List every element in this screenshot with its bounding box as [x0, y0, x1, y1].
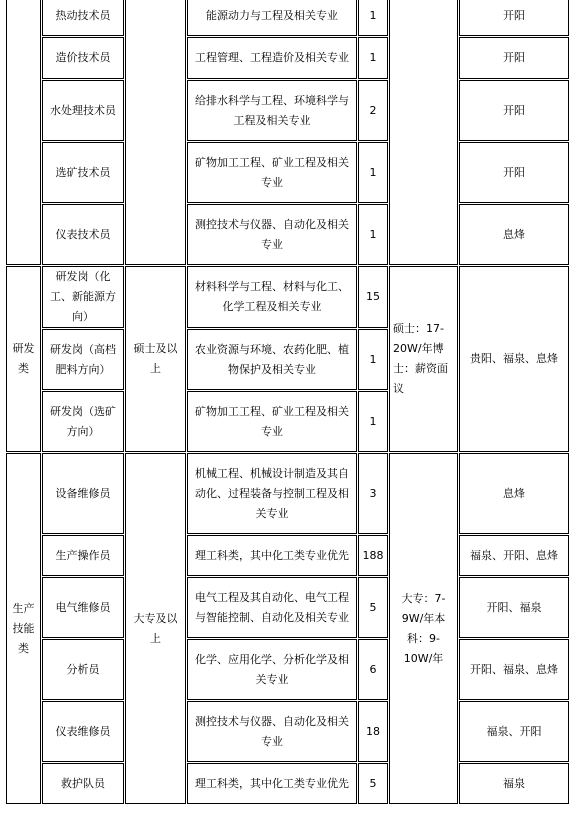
major-cell: 工程管理、工程造价及相关专业	[187, 37, 357, 79]
position-cell: 仪表技术员	[42, 204, 124, 265]
table-row	[6, 763, 569, 804]
major-cell: 理工科类，其中化工类专业优先	[187, 535, 357, 576]
major-cell: 测控技术与仪器、自动化及相关专业	[187, 701, 357, 762]
headcount-cell: 5	[358, 577, 388, 638]
headcount-cell: 1	[358, 204, 388, 265]
position-cell: 电气维修员	[42, 577, 124, 638]
location-cell: 开阳、福泉、息烽	[459, 639, 569, 700]
major-cell: 给排水科学与工程、环境科学与工程及相关专业	[187, 80, 357, 141]
major-cell: 能源动力与工程及相关专业	[187, 0, 357, 36]
headcount-cell: 18	[358, 701, 388, 762]
location-cell: 福泉	[459, 763, 569, 804]
headcount-cell: 1	[358, 329, 388, 390]
table-row	[6, 577, 569, 638]
position-cell: 仪表维修员	[42, 701, 124, 762]
major-cell: 机械工程、机械设计制造及其自动化、过程装备与控制工程及相关专业	[187, 453, 357, 534]
location-cell: 福泉、开阳	[459, 701, 569, 762]
position-cell: 热动技术员	[42, 0, 124, 36]
headcount-cell: 2	[358, 80, 388, 141]
position-cell: 选矿技术员	[42, 142, 124, 203]
table-row	[6, 701, 569, 762]
headcount-cell: 5	[358, 763, 388, 804]
major-cell: 化学、应用化学、分析化学及相关专业	[187, 639, 357, 700]
major-cell: 电气工程及其自动化、电气工程与智能控制、自动化及相关专业	[187, 577, 357, 638]
headcount-cell: 1	[358, 142, 388, 203]
recruitment-table	[5, 0, 570, 805]
salary-cell: 硕士：17-20W/年博士：薪资面议	[389, 266, 458, 452]
salary-cell: 大专：7-9W/年本科：9-10W/年	[389, 453, 458, 804]
table-row	[6, 535, 569, 576]
headcount-cell: 15	[358, 266, 388, 328]
table-row	[6, 453, 569, 534]
headcount-cell: 188	[358, 535, 388, 576]
category-cell: 研发类	[6, 266, 41, 452]
table-row	[6, 266, 569, 328]
location-cell: 贵阳、福泉、息烽	[459, 266, 569, 452]
table-row	[6, 80, 569, 141]
position-cell: 设备维修员	[42, 453, 124, 534]
headcount-cell: 3	[358, 453, 388, 534]
location-cell: 开阳	[459, 80, 569, 141]
education-cell: 硕士及以上	[125, 266, 186, 452]
position-cell: 研发岗（选矿方向）	[42, 391, 124, 452]
location-cell: 开阳、福泉	[459, 577, 569, 638]
salary-cell	[389, 0, 458, 265]
location-cell: 开阳	[459, 37, 569, 79]
table-row	[6, 0, 569, 36]
education-cell: 大专及以上	[125, 453, 186, 804]
major-cell: 矿物加工工程、矿业工程及相关专业	[187, 142, 357, 203]
location-cell: 开阳	[459, 142, 569, 203]
major-cell: 测控技术与仪器、自动化及相关专业	[187, 204, 357, 265]
category-cell: 生产技能类	[6, 453, 41, 804]
major-cell: 材料科学与工程、材料与化工、化学工程及相关专业	[187, 266, 357, 328]
location-cell: 福泉、开阳、息烽	[459, 535, 569, 576]
headcount-cell: 1	[358, 37, 388, 79]
major-cell: 农业资源与环境、农药化肥、植物保护及相关专业	[187, 329, 357, 390]
position-cell: 水处理技术员	[42, 80, 124, 141]
headcount-cell: 1	[358, 0, 388, 36]
position-cell: 造价技术员	[42, 37, 124, 79]
location-cell: 息烽	[459, 453, 569, 534]
headcount-cell: 1	[358, 391, 388, 452]
headcount-cell: 6	[358, 639, 388, 700]
major-cell: 矿物加工工程、矿业工程及相关专业	[187, 391, 357, 452]
position-cell: 分析员	[42, 639, 124, 700]
major-cell: 理工科类，其中化工类专业优先	[187, 763, 357, 804]
location-cell: 开阳	[459, 0, 569, 36]
position-cell: 研发岗（化工、新能源方向）	[42, 266, 124, 328]
location-cell: 息烽	[459, 204, 569, 265]
table-row	[6, 639, 569, 700]
table-row	[6, 142, 569, 203]
table-row	[6, 204, 569, 265]
position-cell: 研发岗（高档肥料方向）	[42, 329, 124, 390]
education-cell	[125, 0, 186, 265]
position-cell: 救护队员	[42, 763, 124, 804]
category-cell	[6, 0, 41, 265]
table-row	[6, 37, 569, 79]
position-cell: 生产操作员	[42, 535, 124, 576]
